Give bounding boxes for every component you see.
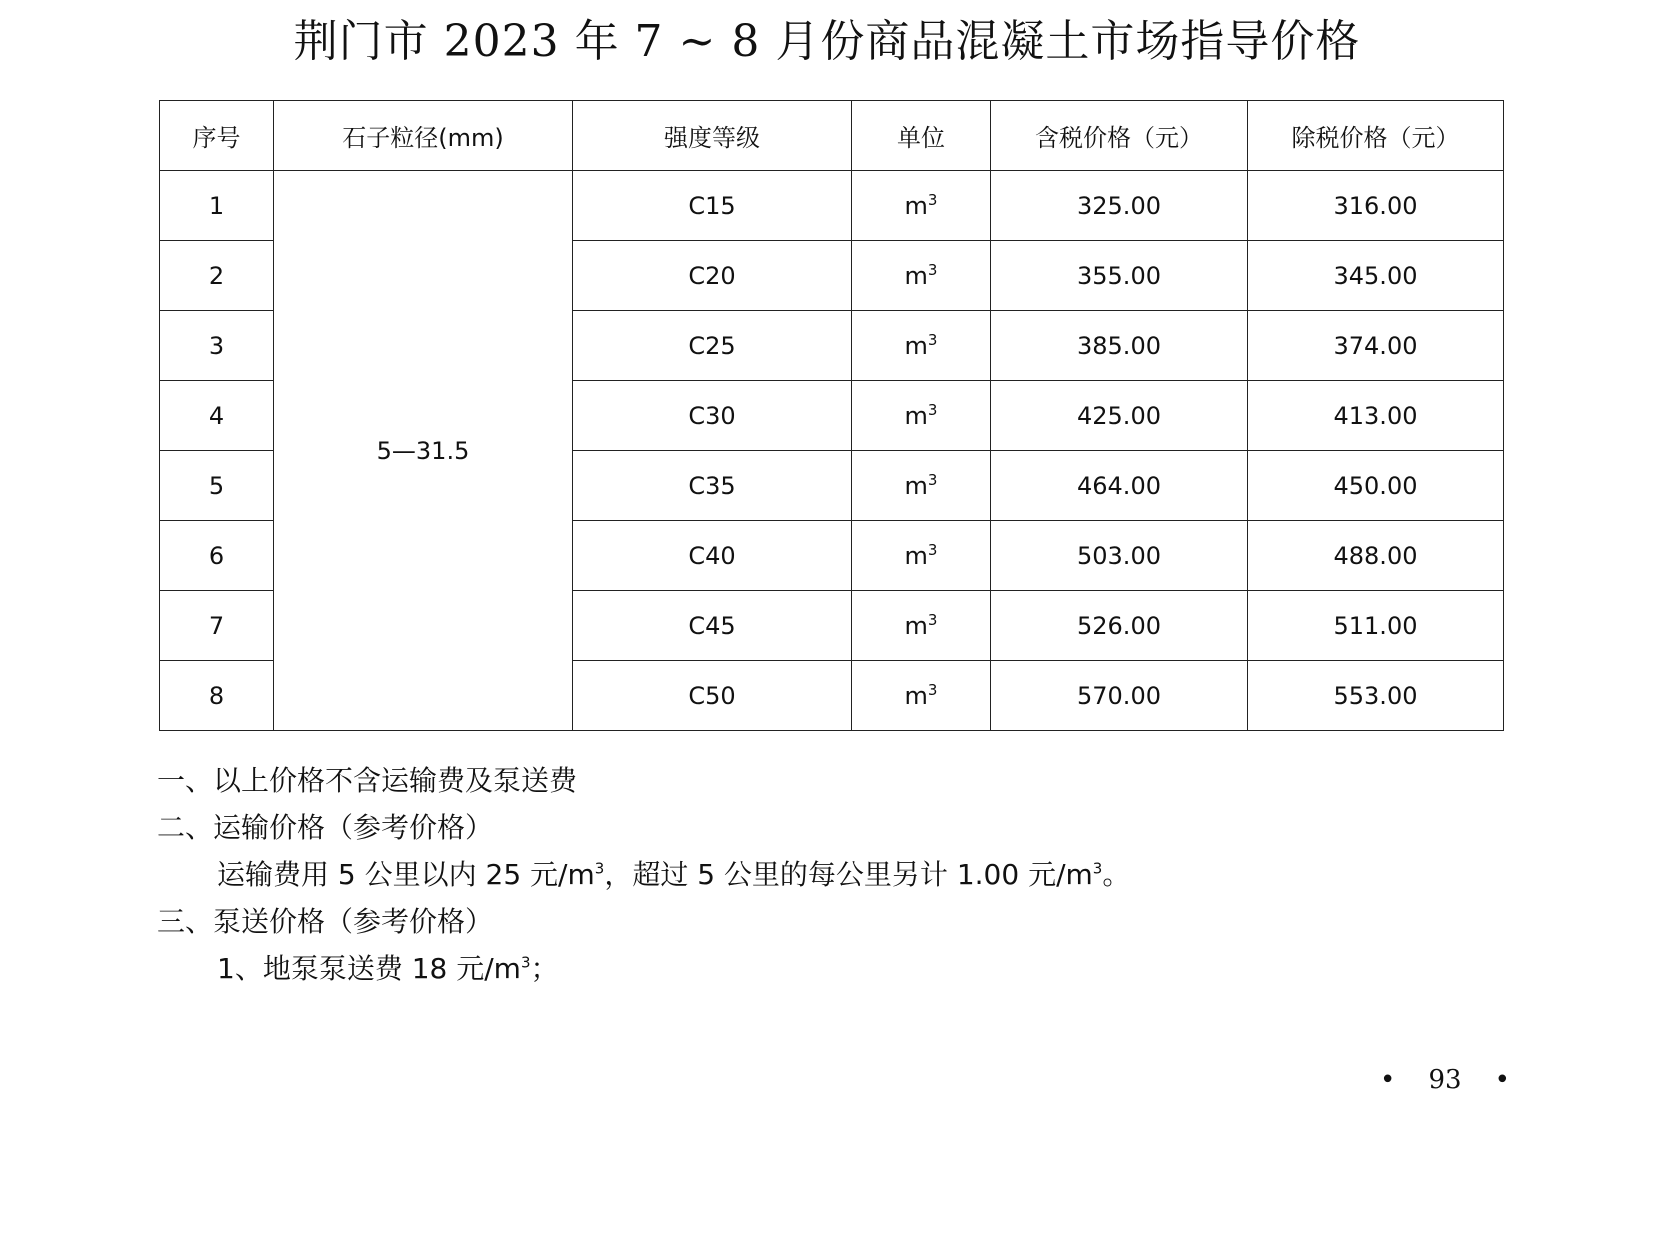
unit-cell [852,591,991,661]
price-tax-included-cell: 503.00 [991,521,1248,591]
unit-base: m [904,261,928,290]
price-table [159,100,1504,731]
unit-cell [852,241,991,311]
unit-superscript: 3 [927,400,938,419]
page-number [1380,1060,1510,1100]
serial-no-cell: 7 [160,591,274,661]
note-3-heading: 三、泵送价格（参考价格） [157,905,494,938]
unit-base: m [904,611,928,640]
header-unit: 单位 [852,101,991,171]
price-tax-excluded-cell: 413.00 [1248,381,1504,451]
strength-grade-cell: C45 [573,591,852,661]
price-tax-included-cell: 570.00 [991,661,1248,731]
unit-superscript: 3 [927,680,938,699]
price-tax-included-cell: 526.00 [991,591,1248,661]
unit-cell [852,661,991,731]
price-tax-included-cell: 464.00 [991,451,1248,521]
table-header-row [160,101,1504,171]
price-tax-excluded-cell: 316.00 [1248,171,1504,241]
header-stone-size: 石子粒径(mm) [274,101,573,171]
note-2-text-b: ，超过 5 公里的每公里另计 1.00 元/m [604,858,1093,891]
note-3-text-a: 1、地泵泵送费 18 元/m [217,952,521,985]
page-title: 荆门市 2023 年 7 ~ 8 月份商品混凝土市场指导价格 [293,16,1361,67]
header-price-tax-excluded: 除税价格（元） [1248,101,1504,171]
price-tax-included-cell: 325.00 [991,171,1248,241]
strength-grade-cell: C15 [573,171,852,241]
note-3-text-b: ； [530,952,559,985]
note-1: 一、以上价格不含运输费及泵送费 [157,764,578,797]
strength-grade-cell: C40 [573,521,852,591]
strength-grade-cell: C20 [573,241,852,311]
serial-no-cell: 3 [160,311,274,381]
table-row [160,171,1504,241]
price-tax-excluded-cell: 553.00 [1248,661,1504,731]
note-2-text-a: 运输费用 5 公里以内 25 元/m [217,858,595,891]
unit-cell [852,451,991,521]
bullet-right: • [1494,1065,1510,1095]
price-tax-excluded-cell: 345.00 [1248,241,1504,311]
unit-base: m [904,401,928,430]
note-2-detail [157,851,1457,898]
unit-base: m [904,541,928,570]
price-tax-included-cell: 385.00 [991,311,1248,381]
notes-section [157,757,1457,992]
bullet-left: • [1380,1065,1396,1095]
serial-no-cell: 1 [160,171,274,241]
unit-superscript: 3 [927,330,938,349]
unit-cell [852,521,991,591]
price-tax-included-cell: 425.00 [991,381,1248,451]
price-tax-excluded-cell: 374.00 [1248,311,1504,381]
strength-grade-cell: C30 [573,381,852,451]
unit-superscript: 3 [927,540,938,559]
serial-no-cell: 6 [160,521,274,591]
page-number-value: 93 [1428,1065,1462,1095]
serial-no-cell: 4 [160,381,274,451]
unit-cell [852,311,991,381]
stone-size-cell: 5—31.5 [274,171,573,731]
unit-superscript: 3 [594,859,605,878]
unit-base: m [904,471,928,500]
unit-superscript: 3 [927,260,938,279]
serial-no-cell: 8 [160,661,274,731]
serial-no-cell: 2 [160,241,274,311]
price-tax-excluded-cell: 511.00 [1248,591,1504,661]
header-serial-no: 序号 [160,101,274,171]
strength-grade-cell: C25 [573,311,852,381]
price-tax-included-cell: 355.00 [991,241,1248,311]
unit-cell [852,171,991,241]
price-tax-excluded-cell: 488.00 [1248,521,1504,591]
note-2-text-c: 。 [1102,858,1131,891]
unit-superscript: 3 [520,953,531,972]
header-strength-grade: 强度等级 [573,101,852,171]
unit-superscript: 3 [927,470,938,489]
serial-no-cell: 5 [160,451,274,521]
unit-superscript: 3 [927,610,938,629]
header-price-tax-included: 含税价格（元） [991,101,1248,171]
unit-cell [852,381,991,451]
unit-superscript: 3 [927,190,938,209]
unit-base: m [904,331,928,360]
strength-grade-cell: C50 [573,661,852,731]
note-3-item-1 [157,945,1457,992]
unit-base: m [904,681,928,710]
unit-superscript: 3 [1092,859,1103,878]
note-2-heading: 二、运输价格（参考价格） [157,811,494,844]
price-tax-excluded-cell: 450.00 [1248,451,1504,521]
strength-grade-cell: C35 [573,451,852,521]
unit-base: m [904,191,928,220]
